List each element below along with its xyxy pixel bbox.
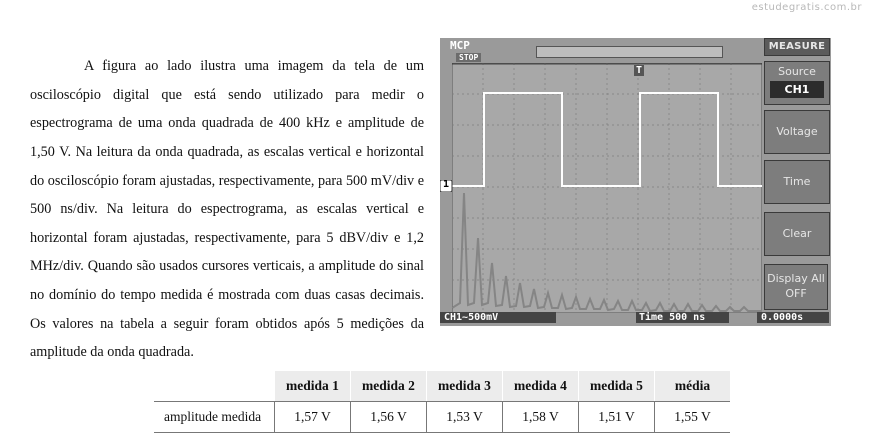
table-header: medida 4 <box>503 371 579 402</box>
display-all-value: OFF <box>785 287 807 300</box>
table-header: medida 3 <box>427 371 503 402</box>
measure-title: MEASURE <box>764 38 830 56</box>
source-value: CH1 <box>770 81 824 98</box>
table-header: média <box>655 371 731 402</box>
source-label: Source <box>778 65 816 78</box>
row-label: amplitude medida <box>154 402 275 433</box>
oscilloscope-screenshot <box>440 38 831 326</box>
table-cell: 1,56 V <box>351 402 427 433</box>
table-cell: 1,58 V <box>503 402 579 433</box>
waveform-display <box>452 63 762 313</box>
table-cell: 1,55 V <box>655 402 731 433</box>
brand-label: MCP <box>450 39 470 52</box>
table-header-row <box>154 371 730 402</box>
table-header: medida 2 <box>351 371 427 402</box>
table-cell: 1,51 V <box>579 402 655 433</box>
voltage-button: Voltage <box>764 110 830 154</box>
table-cell: 1,53 V <box>427 402 503 433</box>
table-header: medida 5 <box>579 371 655 402</box>
table-corner <box>154 371 275 402</box>
question-paragraph: A figura ao lado ilustra uma imagem da tela de um osciloscópio digital que está sendo utilizado para medir o espectrograma de uma onda quadrada de 400 kHz e amplitude de 1,50 V. Na leitura da onda quadrada, as escalas vertical e horizontal do osciloscópio foram ajustadas, respectivamente, para 500 mV/div e 500 ns/div. Na leitura do espectrograma, as escalas vertical e horizontal foram ajustadas, respectivamente, para 5 dBV/div e 1,2 MHz/div. Quando são usados cursores verticais, a amplitude do sinal no domínio do tempo medida é mostrada com duas casas decimais. Os valores na tabela a seguir foram obtidos após 5 medições da amplitude da onda quadrada. <box>30 58 424 361</box>
source-button <box>764 61 830 105</box>
table-header: medida 1 <box>275 371 351 402</box>
trigger-marker: T <box>636 65 643 76</box>
measure-menu <box>764 38 831 324</box>
table-row <box>154 402 730 433</box>
site-watermark: estudegratis.com.br <box>751 2 862 13</box>
table-cell: 1,57 V <box>275 402 351 433</box>
time-offset: 0.0000s <box>757 312 829 323</box>
channel-scale: CH1~500mV <box>440 312 556 323</box>
channel-marker-label: 1 <box>443 179 450 190</box>
display-all-label: Display All <box>767 272 825 285</box>
display-all-button <box>764 264 828 310</box>
status-badge: STOP <box>456 53 481 62</box>
trigger-position-bar <box>536 46 723 58</box>
time-button: Time <box>764 160 830 204</box>
time-scale: Time 500 ns <box>636 312 729 323</box>
clear-button: Clear <box>764 212 830 256</box>
measurements-table <box>154 371 730 433</box>
